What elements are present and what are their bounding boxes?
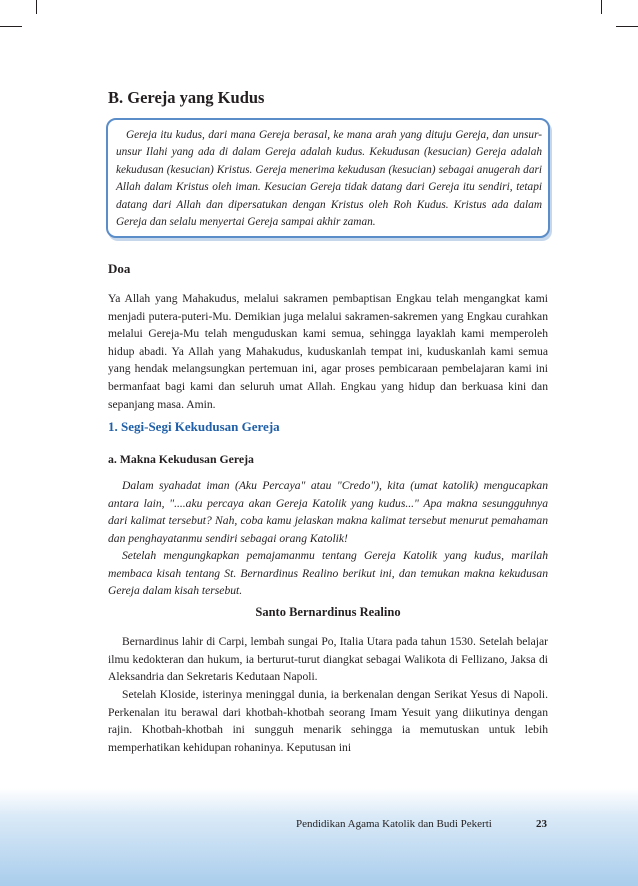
crop-mark bbox=[616, 26, 638, 27]
italic-paragraph-1: Dalam syahadat iman (Aku Percaya" atau "Credo"), kita (umat katolik) mengucapkan antara lain, "....aku percaya akan Gereja Katolik yang kudus..." Apa makna sesungguhnya dari kalimat tersebut? Nah, coba kamu jelaskan makna kalimat tersebut menurut pemahaman dan penghayatanmu sendiri sebagai orang Katolik! bbox=[108, 479, 548, 545]
footer-band bbox=[0, 788, 638, 886]
crop-mark bbox=[36, 0, 37, 14]
section-heading-b: B. Gereja yang Kudus bbox=[108, 88, 265, 107]
story-paragraph-2: Setelah Kloside, isterinya meninggal dunia, ia berkenalan dengan Serikat Yesus di Napoli. Perkenalan itu berawal dari khotbah-khotbah seorang Imam Yesuit yang diikutinya dengan rajin. Khotbah-khotbah ini sungguh menarik sehingga ia memutuskan untuk lebih memperhatikan kehidupan rohaninya. Keputusan ini bbox=[108, 688, 548, 754]
doa-heading: Doa bbox=[108, 261, 131, 276]
story-paragraph-1: Bernardinus lahir di Carpi, lembah sungai Po, Italia Utara pada tahun 1530. Setelah belajar ilmu kedokteran dan hukum, ia berturut-turut diangkat sebagai Walikota di Fellizano, Jaksa di Aleksandria dan Sekretaris Kedutaan Napoli. bbox=[108, 635, 548, 684]
section-heading-1: 1. Segi-Segi Kekudusan Gereja bbox=[108, 419, 280, 434]
footer-title: Pendidikan Agama Katolik dan Budi Pekerti bbox=[296, 818, 492, 830]
subsection-heading-a: a. Makna Kekudusan Gereja bbox=[108, 452, 254, 466]
page-number: 23 bbox=[536, 818, 547, 830]
story-heading: Santo Bernardinus Realino bbox=[255, 605, 401, 619]
crop-mark bbox=[0, 26, 22, 27]
italic-paragraph-2: Setelah mengungkapkan pemajamanmu tentang Gereja Katolik yang kudus, marilah membaca kisah tentang St. Bernardinus Realino berikut ini, dan temukan makna kekudusan Gereja dalam kisah tersebut. bbox=[108, 549, 548, 598]
callout-text: Gereja itu kudus, dari mana Gereja berasal, ke mana arah yang dituju Gereja, dan unsur-unsur Ilahi yang ada di dalam Gereja adalah kudus. Kekudusan (kesucian) Gereja adalah kekudusan (kesucian) Kristus. Gereja menerima kekudusan (kesucian) sebagai anugerah dari Allah dalam Kristus oleh iman. Kesucian Gereja tidak datang dari Gereja itu sendiri, tetapi datang dari Allah dan dipersatukan dengan Kristus oleh Roh Kudus. Kristus ada dalam Gereja dan selalu menyertai Gereja sampai akhir zaman. bbox=[116, 129, 542, 229]
doa-paragraph: Ya Allah yang Mahakudus, melalui sakramen pembaptisan Engkau telah mengangkat kami menjadi putera-puteri-Mu. Demikian juga melalui sakramen-sakremen yang Engkau curahkan melalui Gereja-Mu telah menguduskan kami semua, sehingga layaklah kami memperoleh hidup abadi. Ya Allah yang Mahakudus, kuduskanlah tempat ini, kuduskanlah kami semua yang hendak melangsungkan pertemuan ini, agar proses pembicaraan pembelajaran kami ini bermanfaat bagi kami dan seluruh umat Allah. Engkau yang hidup dan berkuasa kini dan sepanjang masa. Amin. bbox=[108, 292, 548, 411]
crop-mark bbox=[601, 0, 602, 14]
callout-box bbox=[106, 118, 550, 238]
